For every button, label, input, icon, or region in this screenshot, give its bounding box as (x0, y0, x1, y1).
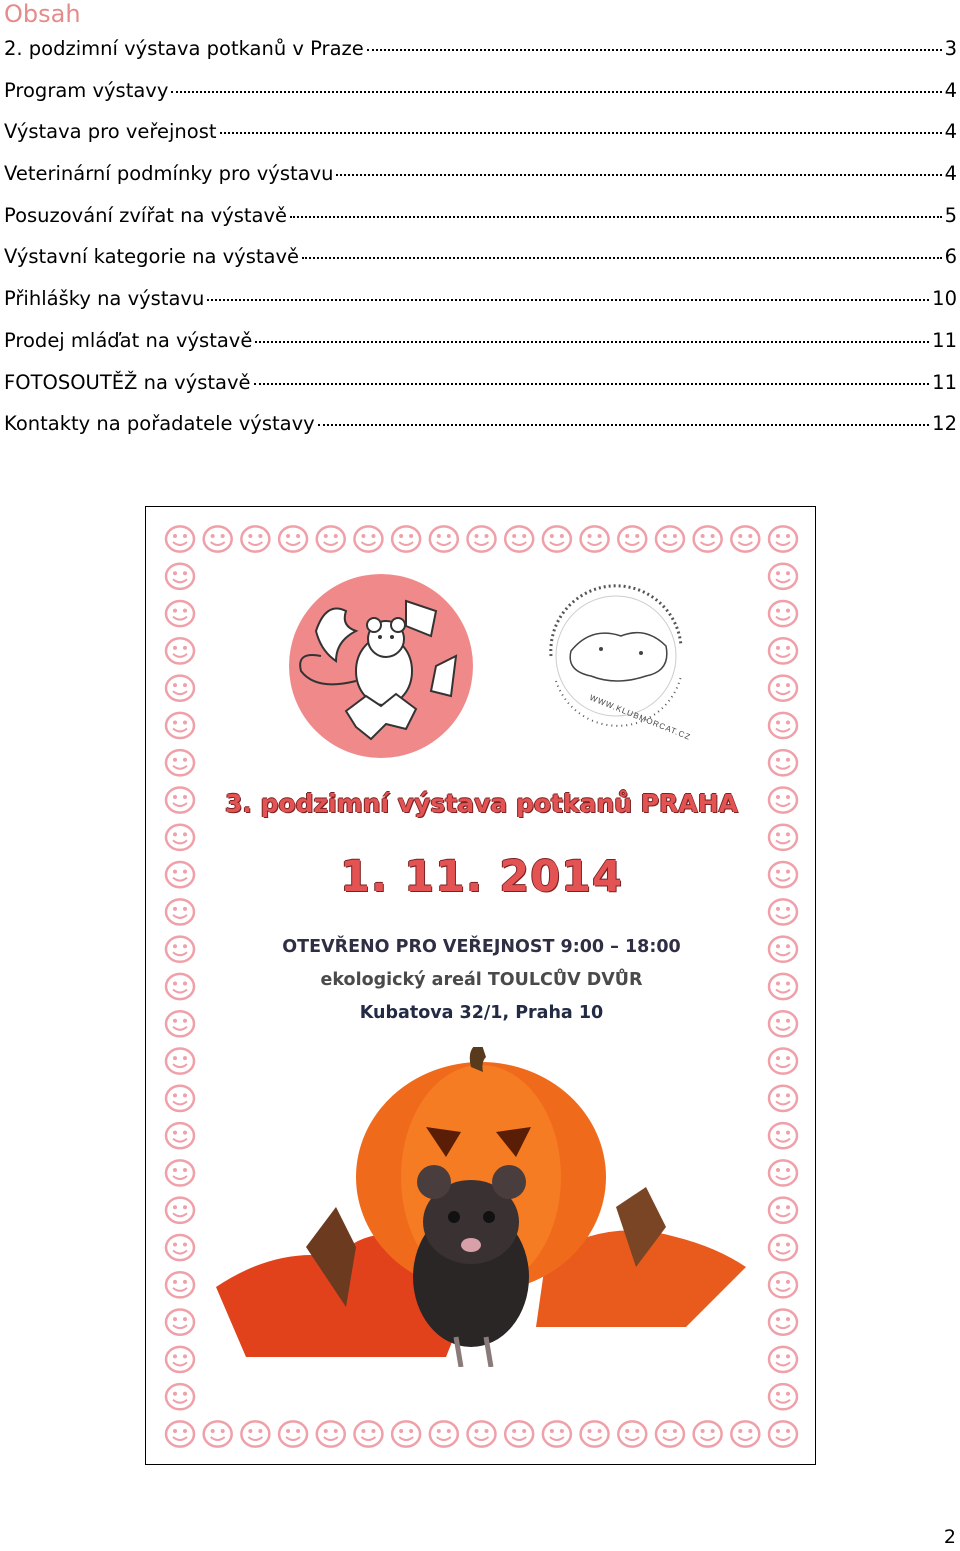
opening-hours: OTEVŘENO PRO VEŘEJNOST 9:00 – 18:00 (282, 937, 681, 957)
pumpkin-icon (769, 1347, 797, 1372)
pumpkin-icon (166, 1123, 194, 1148)
pumpkin-icon (656, 1421, 684, 1446)
pumpkin-icon (543, 1421, 571, 1446)
toc-title: Obsah (4, 0, 81, 28)
pumpkin-icon (166, 899, 194, 924)
pumpkin-icon (769, 713, 797, 738)
rat-leaf-logo-icon (286, 571, 476, 761)
pumpkin-icon (166, 1160, 194, 1185)
pumpkin-icon (543, 526, 571, 551)
toc-entry-label: Výstavní kategorie na výstavě (4, 245, 299, 269)
pumpkin-icon (694, 1421, 722, 1446)
toc-entry-page: 4 (944, 78, 957, 102)
pumpkin-icon (769, 1160, 797, 1185)
toc-entry-label: Posuzování zvířat na výstavě (4, 203, 288, 227)
toc-entry-page: 3 (944, 37, 957, 60)
pumpkin-icon (769, 1310, 797, 1335)
pumpkin-icon (468, 526, 496, 551)
pumpkin-icon (769, 1048, 797, 1073)
toc-leader (290, 216, 942, 218)
toc-entry-label: FOTOSOUTĚŽ na výstavě (4, 370, 251, 394)
page-number: 2 (943, 1526, 956, 1548)
pumpkin-icon (166, 676, 194, 701)
pumpkin-icon (279, 1421, 307, 1446)
klub-morcat-logo-icon (531, 571, 701, 741)
toc-entry[interactable] (4, 79, 957, 121)
pumpkin-icon (166, 1048, 194, 1073)
pumpkin-icon (241, 1421, 269, 1446)
pumpkin-icon (166, 713, 194, 738)
pumpkin-icon (769, 601, 797, 626)
pumpkin-icon (241, 526, 269, 551)
toc-entry[interactable] (4, 371, 957, 413)
pumpkin-icon (166, 1272, 194, 1297)
pumpkin-icon (581, 526, 609, 551)
pumpkin-icon (769, 564, 797, 589)
toc-entry-page: 4 (944, 120, 957, 144)
toc-entry-label: Prodej mláďat na výstavě (4, 328, 253, 352)
rat-pumpkin-photo (216, 1047, 746, 1367)
poster-date: 1. 11. 2014 (339, 852, 624, 902)
pumpkin-icon (769, 676, 797, 701)
pumpkin-icon (279, 526, 307, 551)
pumpkin-icon (392, 1421, 420, 1446)
pumpkin-icon (430, 526, 458, 551)
pumpkin-icon (166, 1086, 194, 1111)
pumpkin-icon (354, 1421, 382, 1446)
pumpkin-icon (204, 526, 232, 551)
toc-entry-label: Přihlášky na výstavu (4, 287, 205, 311)
pumpkin-icon (166, 1198, 194, 1223)
pumpkin-icon (769, 526, 797, 551)
toc-entry[interactable] (4, 37, 957, 79)
toc-entry-page: 11 (932, 370, 957, 394)
toc-entry[interactable] (4, 204, 957, 246)
pumpkin-icon (166, 1310, 194, 1335)
toc-entry-label: Program výstavy (4, 78, 169, 102)
pumpkin-icon (166, 564, 194, 589)
toc-leader (171, 91, 941, 93)
pumpkin-icon (166, 1235, 194, 1260)
toc-leader (220, 132, 942, 134)
toc-entry-page: 11 (932, 328, 957, 352)
pumpkin-icon (769, 1198, 797, 1223)
toc-leader (207, 299, 929, 301)
toc-entry[interactable] (4, 329, 957, 371)
pumpkin-icon (581, 1421, 609, 1446)
pumpkin-icon (656, 526, 684, 551)
logo-url-text: WWW.KLUBMORCAT.CZ (588, 693, 693, 742)
pumpkin-icon (166, 1347, 194, 1372)
venue: ekologický areál TOULCŮV DVŮR (320, 970, 643, 990)
toc-entry[interactable] (4, 245, 957, 287)
pumpkin-icon (166, 1421, 194, 1446)
pumpkin-icon (618, 526, 646, 551)
toc-entry-label: Veterinární podmínky pro výstavu (4, 162, 334, 186)
pumpkin-icon (468, 1421, 496, 1446)
toc-entry-page: 4 (944, 162, 957, 186)
toc-entry-page: 5 (944, 203, 957, 227)
toc-entry[interactable] (4, 287, 957, 329)
pumpkin-icon (769, 899, 797, 924)
pumpkin-icon (166, 638, 194, 663)
pumpkin-icon (166, 601, 194, 626)
pumpkin-icon (317, 526, 345, 551)
pumpkin-icon (731, 526, 759, 551)
toc-leader (302, 257, 942, 259)
pumpkin-icon (769, 750, 797, 775)
pumpkin-icon (166, 750, 194, 775)
show-poster (145, 506, 816, 1465)
toc-entry-label: Výstava pro veřejnost (4, 120, 217, 144)
pumpkin-icon (769, 1421, 797, 1446)
toc-entry[interactable] (4, 412, 957, 454)
pumpkin-icon (317, 1421, 345, 1446)
pumpkin-icon (731, 1421, 759, 1446)
toc-leader (254, 383, 930, 385)
pumpkin-icon (769, 1235, 797, 1260)
pumpkin-icon (166, 526, 194, 551)
pumpkin-icon (430, 1421, 458, 1446)
pumpkin-icon (769, 1123, 797, 1148)
toc-entry-page: 6 (944, 245, 957, 269)
pumpkin-icon (166, 825, 194, 850)
toc-leader (255, 341, 929, 343)
pumpkin-icon (769, 638, 797, 663)
pumpkin-icon (769, 1086, 797, 1111)
pumpkin-icon (769, 825, 797, 850)
toc-leader (336, 174, 941, 176)
pumpkin-icon (204, 1421, 232, 1446)
pumpkin-icon (618, 1421, 646, 1446)
toc-leader (318, 424, 930, 426)
address: Kubatova 32/1, Praha 10 (359, 1003, 604, 1023)
pumpkin-icon (769, 1384, 797, 1409)
toc-entry[interactable] (4, 162, 957, 204)
pumpkin-icon (694, 526, 722, 551)
pumpkin-icon (769, 1272, 797, 1297)
poster-headline: 3. podzimní výstava potkanů PRAHA (225, 789, 738, 818)
pumpkin-icon (505, 1421, 533, 1446)
toc-leader (367, 49, 942, 51)
toc-entry-page: 10 (932, 287, 957, 311)
toc-entry-page: 12 (932, 412, 957, 436)
toc-entry[interactable] (4, 120, 957, 162)
table-of-contents (4, 37, 957, 454)
pumpkin-icon (392, 526, 420, 551)
pumpkin-icon (354, 526, 382, 551)
pumpkin-icon (166, 1384, 194, 1409)
toc-entry-label: 2. podzimní výstava potkanů v Praze (4, 37, 364, 60)
pumpkin-icon (505, 526, 533, 551)
toc-entry-label: Kontakty na pořadatele výstavy (4, 412, 315, 436)
